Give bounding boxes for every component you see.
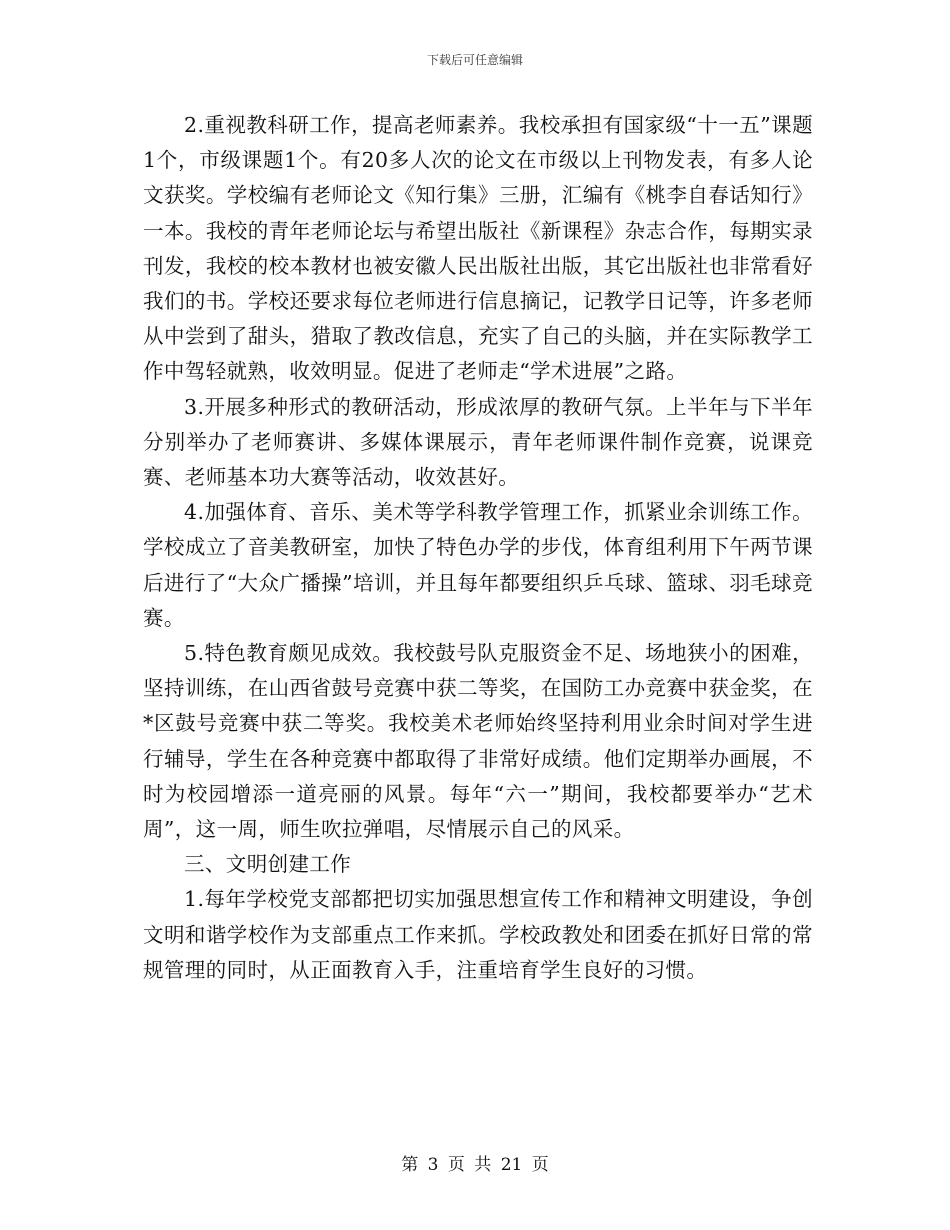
paragraph-teaching-activities: 3.开展多种形式的教研活动，形成浓厚的教研气氛。上半年与下半年分别举办了老师赛讲、多媒体课展示，青年老师课件制作竞赛，说课竞赛、老师基本功大赛等活动，收效甚好。 [143,394,813,490]
paragraph-research: 2.重视教科研工作，提高老师素养。我校承担有国家级“十一五”课题1个，市级课题1个。有20多人次的论文在市级以上刊物发表，有多人论文获奖。学校编有老师论文《知行集》三册，汇编有《桃李自春话知行》一本。我校的青年老师论坛与希望出版社《新课程》杂志合作，每期实录刊发，我校的校本教材也被安徽人民出版社出版，其它出版社也非常看好我们的书。学校还要求每位老师进行信息摘记，记教学日记等，许多老师从中尝到了甜头，猎取了教改信息，充实了自己的头脑，并在实际教学工作中驾轻就熟，收效明显。促进了老师走“学术进展”之路。 [143,113,813,384]
paragraph-party-branch: 1.每年学校党支部都把切实加强思想宣传工作和精神文明建设，争创文明和谐学校作为支部重点工作来抓。学校政教处和团委在抓好日常的常规管理的同时，从正面教育入手，注重培育学生良好的习惯。 [143,887,813,982]
document-body [143,108,813,988]
section-heading-civilization: 三、文明创建工作 [184,852,352,877]
paragraph-special-education: 5.特色教育颇见成效。我校鼓号队克服资金不足、场地狭小的困难，坚持训练，在山西省鼓号竞赛中获二等奖，在国防工办竞赛中获金奖，在*区鼓号竞赛中获二等奖。我校美术老师始终坚持利用业余时间对学生进行辅导，学生在各种竞赛中都取得了非常好成绩。他们定期举办画展，不时为校园增添一道亮丽的风景。每年“六一”期间，我校都要举办“艺术周”，这一周，师生吹拉弹唱，尽情展示自己的风采。 [143,641,813,842]
page-header: 下载后可任意编辑 [426,53,523,67]
paragraph-pe-music-art: 4.加强体育、音乐、美术等学科教学管理工作，抓紧业余训练工作。学校成立了音美教研室，加快了特色办学的步伐，体育组利用下午两节课后进行了“大众广播操”培训，并且每年都要组织乒乓球、篮球、羽毛球竞赛。 [143,500,813,630]
page-number: 第 3 页 共 21 页 [401,1155,549,1175]
